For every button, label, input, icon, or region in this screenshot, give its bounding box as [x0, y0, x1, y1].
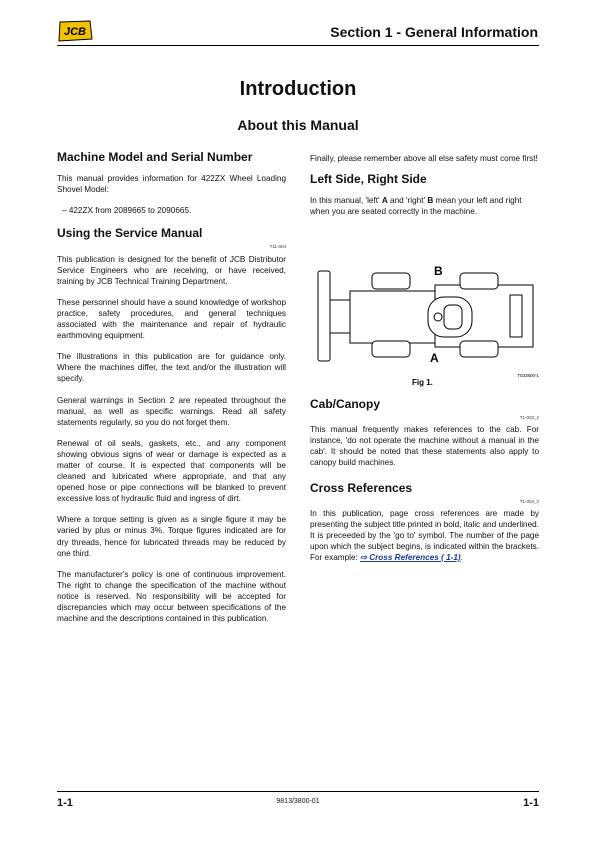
machine-heading: Machine Model and Serial Number — [57, 150, 253, 164]
machine-plan-diagram — [310, 255, 540, 395]
xref-paragraph: In this publication, page cross references are made by presenting the subject title printed in bold, italic and underlined. It is preceeded by the 'go to' symbol. The number of the page upon which the subject begins, is indicated within the brackets. For example: ⇨ Cross References ( 1-1). — [310, 508, 539, 563]
using-paragraph-7: The manufacturer's policy is one of continuous improvement. The right to change the specification of the machine without notice is reserved. No responsibility will be accepted for discrepancies which may occur between specifications of the machine and the descriptions contained in this publication. — [57, 569, 286, 624]
using-code: T11-004 — [269, 244, 286, 250]
using-paragraph-1: This publication is designed for the benefit of JCB Distributor Service Engineers who are receiving, or have received, training by JCB Technical Training Department. — [57, 254, 286, 286]
lr-paragraph: In this manual, 'left' A and 'right' B mean your left and right when you are seated correctly in the machine. — [310, 196, 522, 217]
cab-paragraph: This manual frequently makes references to the cab. For instance, 'do not operate the machine without a manual in the cab'. It should be noted that these statements also apply to canopy build machines. — [310, 425, 539, 468]
using-paragraph-5: Renewal of oil seals, gaskets, etc., and any component showing obvious signs of wear or damage is expected as a matter of course. It is expected that components will be cleaned and lubricated where appropriate, and that any opened hose or pipe connections will be blanked to prevent excessive loss of hydraulic fluid and ingress of dirt. — [57, 438, 286, 504]
section-title: Section 1 - General Information — [330, 24, 538, 40]
right-column-top — [310, 153, 539, 227]
using-paragraph-3: The illustrations in this publication are for guidance only. Where the machines differ, the text and/or the illustration will specify. — [57, 352, 286, 384]
xref-code: T1-004_2 — [519, 498, 539, 504]
safety-paragraph: Finally, please remember above all else safety must come first! — [310, 154, 538, 163]
cab-heading: Cab/Canopy — [310, 397, 381, 411]
using-paragraph-4: General warnings in Section 2 are repeated throughout the manual, as well as specific warnings. Read all safety statements regularly, so you do not forget them. — [57, 395, 286, 427]
header-rule — [57, 45, 539, 46]
document-number: 9813/3800-01 — [276, 798, 320, 805]
fig-caption: Fig 1. — [412, 378, 433, 387]
using-heading: Using the Service Manual — [57, 226, 203, 241]
svg-text:JCB: JCB — [63, 26, 87, 38]
jcb-logo — [57, 20, 93, 42]
using-paragraph-2: These personnel should have a sound knowledge of workshop practice, safety procedures, and general techniques associated with the maintenance and repair of hydraulic earthmoving equipment. — [57, 297, 286, 341]
page-number-right: 1-1 — [523, 797, 539, 809]
page-subtitle: About this Manual — [237, 117, 359, 133]
fig-code: T033800-1 — [517, 373, 539, 378]
fig-label-b: B — [434, 264, 443, 278]
xref-heading: Cross References — [310, 480, 413, 495]
page-title: Introduction — [239, 78, 357, 100]
machine-paragraph: This manual provides information for 422ZX Wheel Loading Shovel Model: — [57, 174, 286, 195]
cross-reference-link[interactable]: ⇨ Cross References ( 1-1) — [360, 553, 461, 563]
using-paragraph-6: Where a torque setting is given as a single figure it may be varied by plus or minus 3%. Torque figures indicated are for dry threads, hence for lubricated threads may be reduced by one third. — [57, 515, 286, 558]
page-number-left: 1-1 — [57, 797, 73, 809]
footer-rule — [57, 791, 539, 792]
left-column — [57, 152, 286, 634]
machine-bullet: – 422ZX from 2089665 to 2090665. — [62, 206, 192, 216]
fig-label-a: A — [430, 351, 439, 365]
cab-code: T1-003_2 — [519, 415, 539, 421]
right-column-bottom — [310, 399, 539, 573]
lr-heading: Left Side, Right Side — [310, 172, 427, 187]
